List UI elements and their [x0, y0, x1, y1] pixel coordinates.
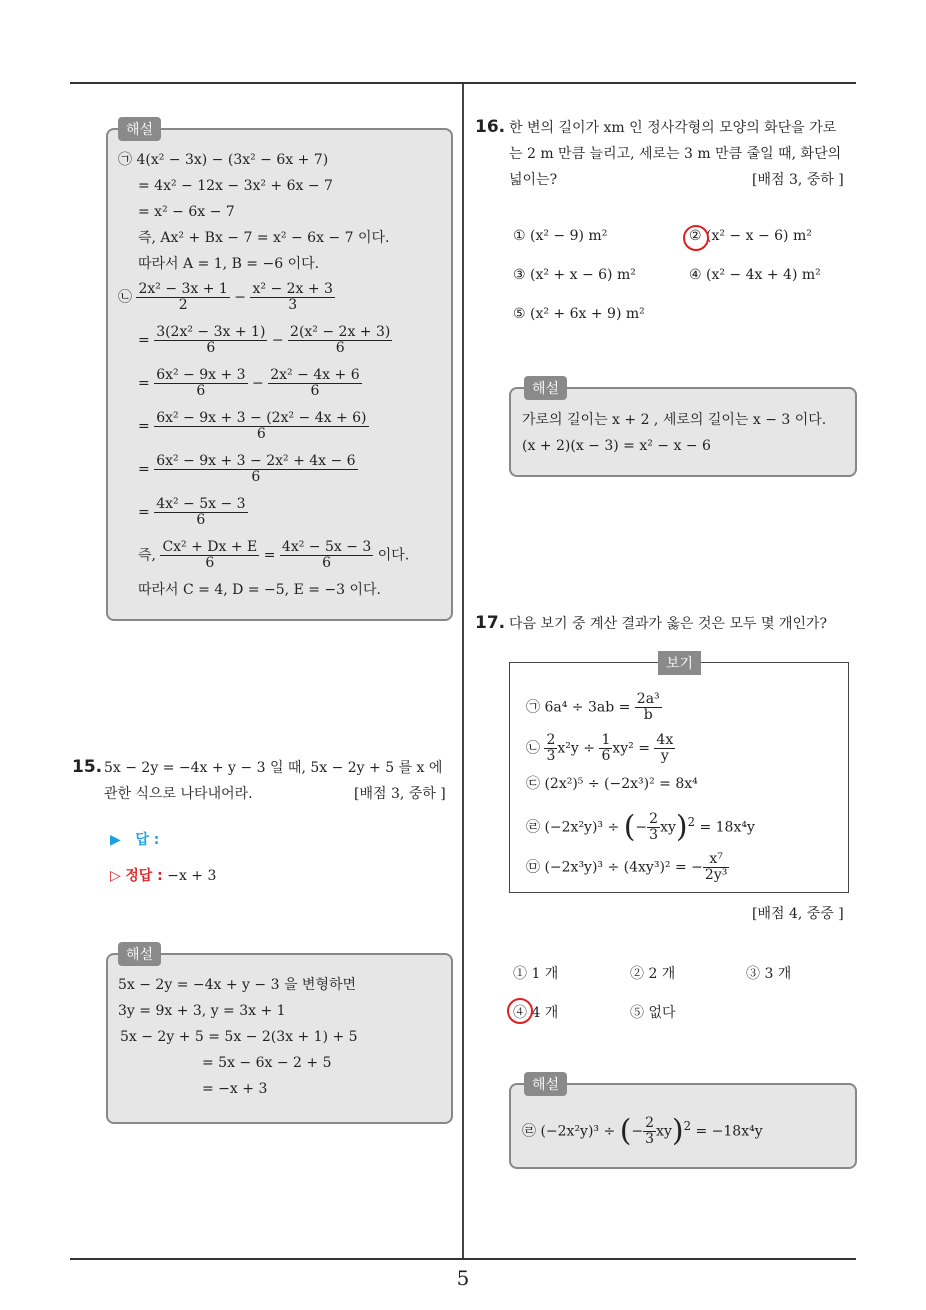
fraction: [544, 733, 557, 764]
q17-option-1[interactable]: ① 1 개: [513, 966, 559, 982]
q15-correct-row: [110, 866, 216, 886]
q16-line-2: 는 2 m 만큼 늘리고, 세로는 3 m 만큼 줄일 때, 화단의: [509, 146, 842, 162]
bogi-item-2: [526, 733, 675, 764]
fraction-den: 2y³: [704, 867, 728, 883]
fraction-num: 6x² − 9x + 3: [156, 367, 246, 383]
fraction: [288, 325, 392, 356]
fraction-num: 1: [601, 732, 611, 748]
fraction-den: 3: [288, 297, 298, 313]
fraction-num: 2a³: [636, 691, 660, 707]
minus-sign: −: [271, 332, 284, 349]
fraction: [643, 1116, 656, 1147]
question-number-15: 15.: [72, 757, 103, 777]
fraction-num: 4x: [656, 732, 674, 748]
fraction-num: 2(x² − 2x + 3): [290, 324, 391, 340]
selected-answer-circle: [507, 998, 533, 1024]
q17-meta: [배점 4, 중중 ]: [752, 906, 844, 922]
sol-line-7: [138, 325, 392, 356]
sol-line-9: [138, 411, 369, 442]
sol-line-2: = 4x² − 12x − 3x² + 6x − 7: [138, 178, 333, 194]
q15-sol-3: 5x − 2y + 5 = 5x − 2(3x + 1) + 5: [120, 1029, 358, 1045]
q15-sol-4: = 5x − 6x − 2 + 5: [202, 1055, 332, 1071]
q17-option-4[interactable]: ④ 4 개: [513, 1005, 559, 1021]
fraction-den: 3: [546, 748, 556, 764]
fraction-num: 2: [645, 1115, 655, 1132]
question-number-17: 17.: [475, 613, 506, 633]
bogi-4-post: = 18x⁴y: [699, 819, 755, 836]
fraction: [136, 282, 229, 313]
q16-solution-box: [509, 387, 857, 477]
equals-sign: =: [138, 461, 150, 478]
q16-option-3[interactable]: ③ (x² + x − 6) m²: [513, 267, 636, 283]
fraction-num: Cx² + Dx + E: [162, 539, 258, 555]
q15-sol-5: = −x + 3: [202, 1081, 268, 1097]
bogi-2-mid: x²y ÷: [557, 740, 595, 757]
q17-sol-1: ㉣ (−2x²y)³ ÷ (− $\frac{2}{3}$ xy)$^2$ = −18x⁴y: [522, 1113, 763, 1149]
equals-sign: =: [138, 332, 150, 349]
minus-sign: −: [234, 289, 247, 306]
fraction-den: 6: [206, 340, 216, 356]
answer-label: 답 :: [135, 832, 160, 848]
q15-sol-1: 5x − 2y = −4x + y − 3 을 변형하면: [118, 977, 357, 993]
correct-value: −x + 3: [167, 868, 217, 884]
q15-line-1: 5x − 2y = −4x + y − 3 일 때, 5x − 2y + 5 를 x 에: [104, 760, 443, 776]
fraction-num: 4x² − 5x − 3: [156, 496, 246, 512]
bottom-rule: [70, 1258, 856, 1260]
q15-sol-2: 3y = 9x + 3, y = 3x + 1: [118, 1003, 286, 1019]
fraction-num: 2x² − 3x + 1: [138, 281, 228, 297]
page-number: 5: [456, 1266, 470, 1290]
fraction: [703, 852, 729, 883]
fraction: [160, 540, 259, 571]
selected-answer-circle: [683, 225, 709, 251]
fraction-den: y: [660, 748, 669, 764]
fraction: [250, 282, 334, 313]
fraction-num: 2: [546, 732, 556, 748]
q17-option-3[interactable]: ③ 3 개: [746, 966, 792, 982]
fraction-den: 6: [251, 469, 261, 485]
q16-solution-tag: 해설: [524, 376, 567, 400]
fraction-den: 6: [196, 383, 206, 399]
q16-line-1: 한 변의 길이가 xm 인 정사각형의 모양의 화단을 가로: [509, 120, 837, 136]
question-number-16: 16.: [475, 117, 506, 137]
sol-marker-2: ㉡: [118, 289, 132, 306]
fraction: [154, 497, 247, 528]
fraction-den: 6: [256, 426, 266, 442]
column-divider: [462, 84, 464, 1258]
q17-sol-text: ㉣ (−2x²y)³ ÷: [522, 1123, 616, 1140]
sol-line-11: [138, 497, 248, 528]
play-arrow-icon: ▶: [110, 832, 121, 848]
minus-sign: −: [252, 375, 264, 392]
left-solution-tag: 해설: [118, 117, 161, 141]
sol-line-1: ㉠ 4(x² − 3x) − (3x² − 6x + 7): [118, 152, 329, 168]
left-paren: (: [619, 1113, 632, 1149]
fraction-den: 6: [310, 383, 320, 399]
fraction-den: b: [643, 707, 653, 723]
fraction: [654, 733, 675, 764]
equals-sign: =: [138, 375, 150, 392]
fraction: [599, 733, 612, 764]
fraction: [635, 692, 662, 723]
q17-sol-post: = −18x⁴y: [695, 1123, 763, 1140]
fraction-den: 3: [645, 1131, 655, 1148]
equals-sign: =: [138, 504, 150, 521]
fraction: [268, 368, 361, 399]
bogi-2-post: xy² =: [612, 740, 650, 757]
q16-meta: [배점 3, 중하 ]: [752, 172, 844, 188]
q17-line-1: 다음 보기 중 계산 결과가 옳은 것은 모두 몇 개인가?: [509, 616, 828, 632]
outline-arrow-icon: ▷: [110, 868, 121, 884]
q15-meta: [배점 3, 중하 ]: [354, 786, 446, 802]
sol-line-13: 따라서 C = 4, D = −5, E = −3 이다.: [138, 582, 382, 598]
bogi-1-text: ㉠ 6a⁴ ÷ 3ab =: [526, 699, 631, 716]
fraction-num: x² − 2x + 3: [252, 281, 333, 297]
sol-line-10: [138, 454, 358, 485]
q17-option-2[interactable]: ② 2 개: [630, 966, 676, 982]
right-paren: ): [675, 809, 688, 845]
q16-line-3: 넓이는?: [509, 172, 558, 188]
bogi-item-3: ㉢ (2x²)⁵ ÷ (−2x³)² = 8x⁴: [526, 776, 698, 792]
sol-line-5: 따라서 A = 1, B = −6 이다.: [138, 256, 320, 272]
bogi-item-1: [526, 692, 662, 723]
q16-sol-1: 가로의 길이는 x + 2 , 세로의 길이는 x − 3 이다.: [522, 412, 827, 428]
q15-line-2: 관한 식으로 나타내어라.: [104, 786, 253, 802]
sol-line-3: = x² − 6x − 7: [138, 204, 235, 220]
jeuk-word: 즉,: [138, 547, 156, 564]
q16-option-5[interactable]: ⑤ (x² + 6x + 9) m²: [513, 306, 645, 322]
fraction: [154, 411, 368, 442]
fraction-den: 6: [322, 555, 332, 571]
correct-label: 정답 :: [125, 868, 163, 884]
fraction: [154, 454, 357, 485]
q16-option-4[interactable]: ④ (x² − 4x + 4) m²: [689, 267, 821, 283]
fraction: [280, 540, 373, 571]
fraction-den: 6: [205, 555, 215, 571]
bogi-2-marker: ㉡: [526, 740, 540, 757]
q17-solution-tag: 해설: [524, 1072, 567, 1096]
q16-option-1[interactable]: ① (x² − 9) m²: [513, 228, 608, 244]
fraction: [154, 368, 247, 399]
bogi-item-4: ㉣ (−2x²y)³ ÷ (− $\frac{2}{3}$ xy)$^2$ = 18x⁴y: [526, 809, 755, 845]
q15-answer-row[interactable]: [110, 830, 159, 850]
fraction-num: 2x² − 4x + 6: [270, 367, 360, 383]
q16-sol-2: (x + 2)(x − 3) = x² − x − 6: [522, 438, 711, 454]
sol-line-6: [118, 282, 335, 313]
bogi-5-text: ㉤ (−2x³y)³ ÷ (4xy³)² = −: [526, 859, 703, 876]
fraction-den: 2: [178, 297, 188, 313]
bogi-tag: 보기: [658, 651, 701, 675]
ida-word: 이다.: [377, 547, 410, 564]
fraction-num: 2: [649, 811, 659, 828]
fraction-den: 6: [196, 512, 206, 528]
fraction-den: 6: [335, 340, 345, 356]
fraction-den: 3: [649, 827, 659, 844]
sol-line-8: [138, 368, 362, 399]
sol-line-4: 즉, Ax² + Bx − 7 = x² − 6x − 7 이다.: [138, 230, 390, 246]
bogi-4-text: ㉣ (−2x²y)³ ÷: [526, 819, 620, 836]
sol-line-12: [138, 540, 409, 571]
q15-solution-tag: 해설: [118, 942, 161, 966]
fraction-num: 3(2x² − 3x + 1): [156, 324, 266, 340]
right-paren: ): [671, 1113, 684, 1149]
equals-sign: =: [263, 547, 276, 564]
bogi-item-5: [526, 852, 729, 883]
fraction-den: 6: [601, 748, 611, 764]
fraction-num: 6x² − 9x + 3 − 2x² + 4x − 6: [156, 453, 356, 469]
fraction: [647, 812, 660, 843]
fraction: [154, 325, 267, 356]
q16-option-2[interactable]: ② (x² − x − 6) m²: [689, 228, 812, 244]
fraction-num: x⁷: [703, 852, 729, 868]
fraction-num: 4x² − 5x − 3: [281, 539, 372, 555]
equals-sign: =: [138, 418, 150, 435]
left-paren: (: [623, 809, 636, 845]
q17-option-5[interactable]: ⑤ 없다: [630, 1005, 676, 1021]
fraction-num: 6x² − 9x + 3 − (2x² − 4x + 6): [156, 410, 367, 426]
